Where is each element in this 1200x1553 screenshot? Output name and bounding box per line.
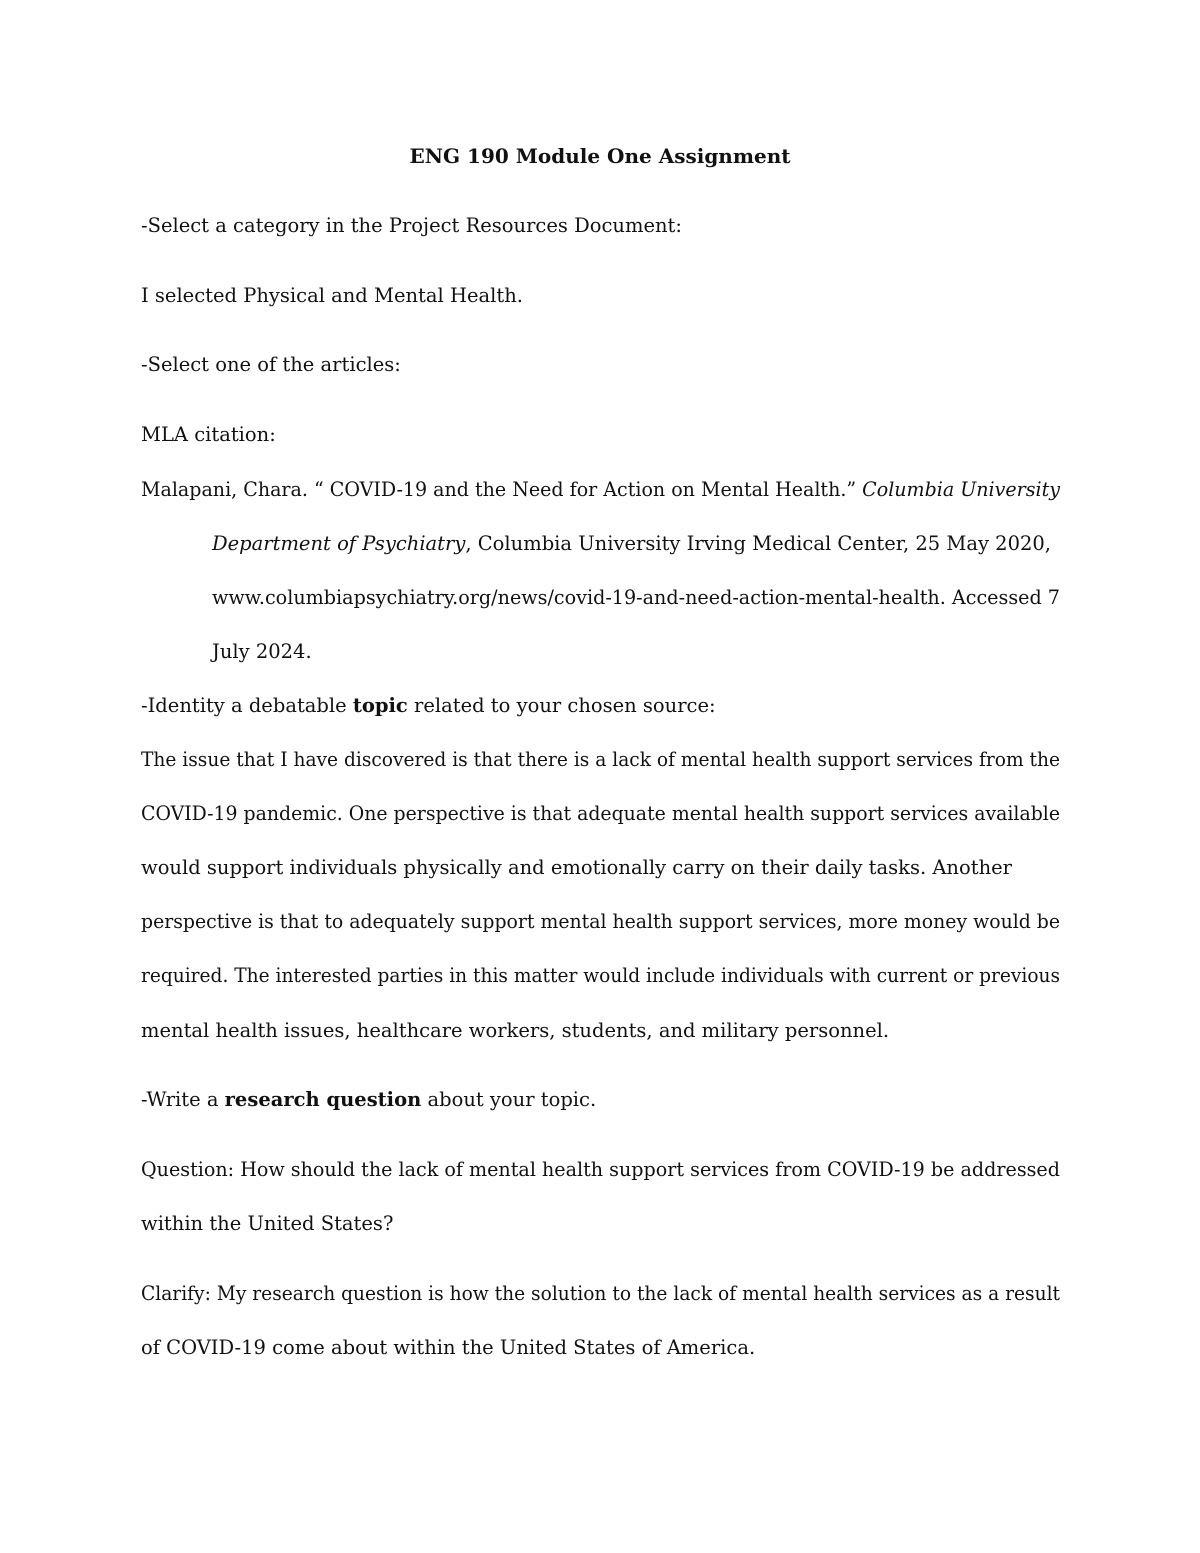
prompt-research-question xyxy=(141,1090,596,1110)
citation-line-2 xyxy=(212,534,1051,554)
research-question-line: Question: How should the lack of mental health support services from COVID-19 be addressed xyxy=(141,1158,1060,1181)
topic-paragraph-line: would support individuals physically and emotionally carry on their daily tasks. Another xyxy=(141,856,1012,879)
prompt-topic-pre: -Identity a debatable xyxy=(141,694,353,717)
prompt-select-article: -Select one of the articles: xyxy=(141,353,401,376)
citation-author-title: Malapani, Chara. “ COVID-19 and the Need for Action on Mental Health.” xyxy=(141,478,863,501)
prompt-identify-topic xyxy=(141,696,716,716)
topic-paragraph-line: mental health issues, healthcare workers, students, and military personnel. xyxy=(141,1019,890,1042)
citation-publisher-italic: Columbia University xyxy=(862,478,1061,501)
category-answer: I selected Physical and Mental Health. xyxy=(141,284,523,307)
citation-line-1 xyxy=(141,480,1060,500)
topic-paragraph-line: perspective is that to adequately support mental health support services, more money would be xyxy=(141,910,1061,933)
citation-publisher-date: , Columbia University Irving Medical Center, 25 May 2020, xyxy=(465,532,1051,555)
citation-line-4: July 2024. xyxy=(212,640,312,663)
mla-citation-label: MLA citation: xyxy=(141,423,276,446)
prompt-topic-bold: topic xyxy=(352,694,408,717)
research-question-line: within the United States? xyxy=(141,1212,394,1235)
clarify-line: Clarify: My research question is how the solution to the lack of mental health services as a result xyxy=(141,1282,1061,1305)
topic-paragraph-line: COVID-19 pandemic. One perspective is that adequate mental health support services available xyxy=(141,802,1060,825)
prompt-question-bold: research question xyxy=(224,1088,422,1111)
prompt-question-pre: -Write a xyxy=(141,1088,225,1111)
document-title: ENG 190 Module One Assignment xyxy=(409,144,791,168)
prompt-question-post: about your topic. xyxy=(421,1088,597,1111)
citation-department-italic: Department of Psychiatry xyxy=(212,532,466,555)
citation-line-3: www.columbiapsychiatry.org/news/covid-19-and-need-action-mental-health. Accessed 7 xyxy=(212,586,1060,609)
prompt-select-category: -Select a category in the Project Resources Document: xyxy=(141,214,682,237)
topic-paragraph-line: required. The interested parties in this matter would include individuals with current or previous xyxy=(141,964,1061,987)
topic-paragraph-line: The issue that I have discovered is that there is a lack of mental health support services from the xyxy=(141,748,1061,771)
prompt-topic-post: related to your chosen source: xyxy=(407,694,716,717)
clarify-line: of COVID-19 come about within the United States of America. xyxy=(141,1336,756,1359)
